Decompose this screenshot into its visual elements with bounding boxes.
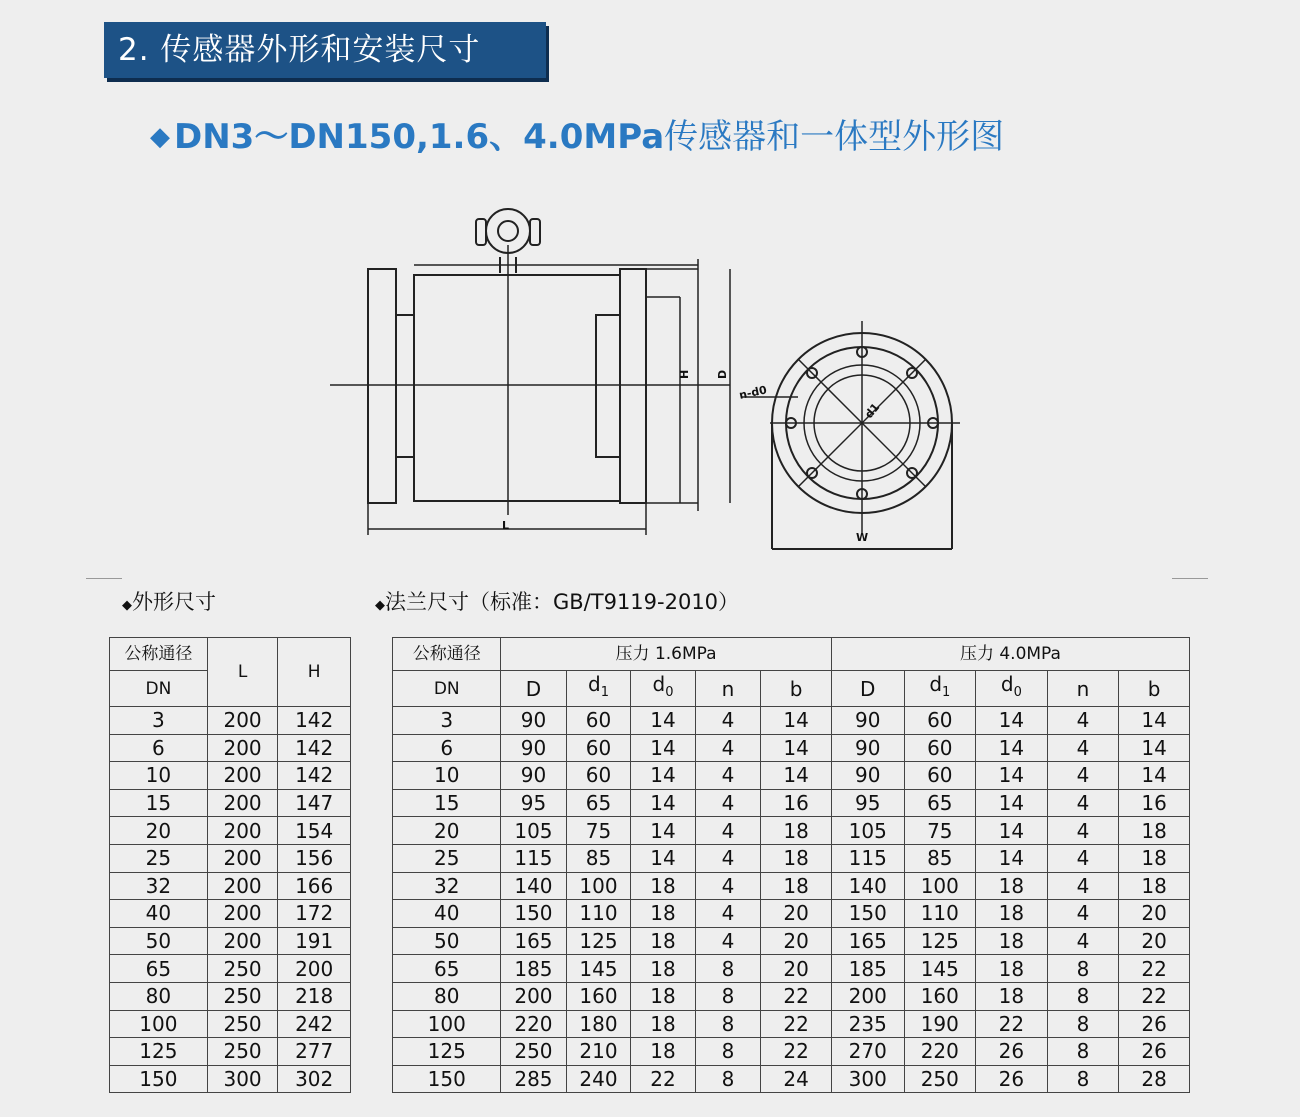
table-row xyxy=(110,817,1190,845)
table-cell: 156 xyxy=(278,844,351,872)
table-cell: 3 xyxy=(393,707,501,735)
end-view-labels xyxy=(738,383,882,544)
end-view xyxy=(742,321,960,549)
table-cell: 210 xyxy=(566,1038,631,1066)
table-cell: 4 xyxy=(695,762,761,790)
table-cell: 18 xyxy=(1119,872,1190,900)
table-cell: 20 xyxy=(1119,900,1190,928)
table-cell: 250 xyxy=(207,1038,278,1066)
table-cell: 240 xyxy=(566,1065,631,1093)
table-cell: 14 xyxy=(976,707,1048,735)
dimension-label-d1: d1 xyxy=(862,400,883,421)
dn-header-outline-unit: DN xyxy=(110,671,208,707)
table-cell: 14 xyxy=(631,817,696,845)
table-cell: 8 xyxy=(695,1038,761,1066)
table-cell: 154 xyxy=(278,817,351,845)
table-cell: 8 xyxy=(1047,1038,1119,1066)
sensor-outline-drawing xyxy=(300,185,1000,565)
table-cell: 185 xyxy=(831,955,904,983)
dimension-label-H: H xyxy=(678,369,691,379)
table-row xyxy=(110,900,1190,928)
table-cell: 4 xyxy=(1047,734,1119,762)
table-cell: 18 xyxy=(631,900,696,928)
table-cell: 15 xyxy=(393,789,501,817)
table-cell: 165 xyxy=(501,927,567,955)
table-cell: 4 xyxy=(695,817,761,845)
table-cell: 125 xyxy=(393,1038,501,1066)
table-cell: 26 xyxy=(976,1038,1048,1066)
table-cell: 165 xyxy=(831,927,904,955)
table-cell: 14 xyxy=(976,734,1048,762)
table-cell: 200 xyxy=(207,900,278,928)
table-cell: 8 xyxy=(695,955,761,983)
table-cell: 18 xyxy=(976,900,1048,928)
table-cell: 18 xyxy=(631,927,696,955)
table-cell: 90 xyxy=(501,707,567,735)
table-cell: 22 xyxy=(761,982,832,1010)
table-cell: 140 xyxy=(501,872,567,900)
dimension-table xyxy=(109,637,1190,1093)
col-n-40: n xyxy=(1047,671,1119,707)
diamond-bullet-icon: ◆ xyxy=(122,598,132,613)
table-cell: 250 xyxy=(207,955,278,983)
col-D-16: D xyxy=(501,671,567,707)
col-d0-16: $d_0$ xyxy=(631,671,696,707)
table-cell: 20 xyxy=(110,817,208,845)
table-cell: 14 xyxy=(631,707,696,735)
table-cell: 8 xyxy=(695,982,761,1010)
table-cell: 60 xyxy=(904,762,976,790)
table-cell: 250 xyxy=(904,1065,976,1093)
table-row xyxy=(110,844,1190,872)
col-b-16: b xyxy=(761,671,832,707)
table-cell: 200 xyxy=(501,982,567,1010)
col-n-16: n xyxy=(695,671,761,707)
table-cell: 40 xyxy=(110,900,208,928)
table-cell: 18 xyxy=(631,1038,696,1066)
table-cell: 140 xyxy=(831,872,904,900)
table-cell: 18 xyxy=(976,955,1048,983)
table-cell: 250 xyxy=(501,1038,567,1066)
table-cell: 32 xyxy=(393,872,501,900)
table-cell: 26 xyxy=(1119,1038,1190,1066)
table-cell: 16 xyxy=(1119,789,1190,817)
table-row xyxy=(110,789,1190,817)
table-cell: 14 xyxy=(976,789,1048,817)
table-cell: 4 xyxy=(1047,817,1119,845)
table-cell: 32 xyxy=(110,872,208,900)
table-cell: 160 xyxy=(566,982,631,1010)
table-cell: 4 xyxy=(695,789,761,817)
flange-dimensions-label: 法兰尺寸（标准：GB/T9119-2010） xyxy=(385,590,740,614)
table-cell: 200 xyxy=(207,789,278,817)
table-cell: 26 xyxy=(976,1065,1048,1093)
col-b-40: b xyxy=(1119,671,1190,707)
table-cell: 200 xyxy=(207,927,278,955)
table-cell: 22 xyxy=(1119,955,1190,983)
table-cell: 85 xyxy=(904,844,976,872)
table-cell: 65 xyxy=(393,955,501,983)
table-header-row-1 xyxy=(110,638,1190,671)
table-cell: 277 xyxy=(278,1038,351,1066)
table-cell: 220 xyxy=(501,1010,567,1038)
table-cell: 4 xyxy=(695,927,761,955)
table-cell: 10 xyxy=(110,762,208,790)
table-cell: 100 xyxy=(393,1010,501,1038)
table-cell: 147 xyxy=(278,789,351,817)
dn-header-flange: 公称通径 xyxy=(393,638,501,671)
table-cell: 18 xyxy=(631,982,696,1010)
table-cell: 4 xyxy=(1047,707,1119,735)
table-cell: 65 xyxy=(904,789,976,817)
col-d1-40: $d_1$ xyxy=(904,671,976,707)
table-row xyxy=(110,1010,1190,1038)
table-cell: 90 xyxy=(831,707,904,735)
table-cell: 60 xyxy=(566,734,631,762)
table-gap xyxy=(350,638,392,1093)
table-cell: 80 xyxy=(110,982,208,1010)
table-row xyxy=(110,955,1190,983)
table-cell: 25 xyxy=(110,844,208,872)
table-cell: 65 xyxy=(566,789,631,817)
table-cell: 90 xyxy=(501,734,567,762)
table-cell: 150 xyxy=(831,900,904,928)
table-cell: 105 xyxy=(831,817,904,845)
table-cell: 14 xyxy=(761,762,832,790)
table-cell: 8 xyxy=(1047,955,1119,983)
table-cell: 22 xyxy=(761,1038,832,1066)
table-cell: 18 xyxy=(631,872,696,900)
table-cell: 20 xyxy=(1119,927,1190,955)
table-row xyxy=(110,707,1190,735)
dn-header-outline: 公称通径 xyxy=(110,638,208,671)
table-cell: 220 xyxy=(904,1038,976,1066)
table-cell: 40 xyxy=(393,900,501,928)
table-cell: 142 xyxy=(278,734,351,762)
table-cell: 60 xyxy=(566,762,631,790)
table-cell: 3 xyxy=(110,707,208,735)
table-cell: 80 xyxy=(393,982,501,1010)
table-cell: 100 xyxy=(566,872,631,900)
table-cell: 8 xyxy=(1047,1010,1119,1038)
col-D-40: D xyxy=(831,671,904,707)
table-cell: 75 xyxy=(904,817,976,845)
table-cell: 14 xyxy=(631,844,696,872)
table-cell: 302 xyxy=(278,1065,351,1093)
table-cell: 14 xyxy=(976,762,1048,790)
table-cell: 85 xyxy=(566,844,631,872)
table-cell: 285 xyxy=(501,1065,567,1093)
table-cell: 125 xyxy=(904,927,976,955)
table-cell: 24 xyxy=(761,1065,832,1093)
table-cell: 8 xyxy=(1047,1065,1119,1093)
table-cell: 4 xyxy=(695,707,761,735)
table-cell: 235 xyxy=(831,1010,904,1038)
table-cell: 18 xyxy=(631,1010,696,1038)
table-cell: 4 xyxy=(695,844,761,872)
table-cell: 10 xyxy=(393,762,501,790)
table-cell: 6 xyxy=(110,734,208,762)
dimension-label-n-d0: n-d0 xyxy=(737,383,768,402)
col-d1-16: $d_1$ xyxy=(566,671,631,707)
table-row xyxy=(110,872,1190,900)
table-cell: 95 xyxy=(501,789,567,817)
table-cell: 200 xyxy=(207,707,278,735)
table-cell: 250 xyxy=(207,982,278,1010)
table-cell: 20 xyxy=(393,817,501,845)
table-cell: 125 xyxy=(566,927,631,955)
table-cell: 142 xyxy=(278,707,351,735)
divider-left xyxy=(86,578,122,579)
table-row xyxy=(110,927,1190,955)
table-row xyxy=(110,734,1190,762)
table-cell: 4 xyxy=(1047,844,1119,872)
table-cell: 4 xyxy=(695,900,761,928)
table-cell: 14 xyxy=(631,762,696,790)
table-row xyxy=(110,762,1190,790)
table-cell: 18 xyxy=(976,872,1048,900)
dimension-label-W: W xyxy=(856,531,869,544)
table-cell: 18 xyxy=(761,844,832,872)
table-cell: 22 xyxy=(631,1065,696,1093)
table-cell: 250 xyxy=(207,1010,278,1038)
pressure-40-header: 压力 4.0MPa xyxy=(831,638,1189,671)
table-cell: 75 xyxy=(566,817,631,845)
table-row xyxy=(110,1065,1190,1093)
table-cell: 4 xyxy=(1047,927,1119,955)
table-cell: 18 xyxy=(631,955,696,983)
table-cell: 300 xyxy=(831,1065,904,1093)
table-cell: 95 xyxy=(831,789,904,817)
diamond-bullet-icon: ◆ xyxy=(375,598,385,613)
divider-right xyxy=(1172,578,1208,579)
col-d0-40: $d_0$ xyxy=(976,671,1048,707)
pressure-16-header: 压力 1.6MPa xyxy=(501,638,832,671)
table-cell: 16 xyxy=(761,789,832,817)
table-cell: 25 xyxy=(393,844,501,872)
table-cell: 22 xyxy=(761,1010,832,1038)
table-cell: 150 xyxy=(501,900,567,928)
table-cell: 185 xyxy=(501,955,567,983)
table-cell: 26 xyxy=(1119,1010,1190,1038)
table-cell: 200 xyxy=(207,844,278,872)
table-cell: 200 xyxy=(278,955,351,983)
table-cell: 50 xyxy=(110,927,208,955)
table-cell: 4 xyxy=(1047,789,1119,817)
H-header: H xyxy=(278,638,351,707)
table-cell: 18 xyxy=(761,817,832,845)
table-cell: 14 xyxy=(976,844,1048,872)
table-cell: 4 xyxy=(1047,900,1119,928)
table-cell: 110 xyxy=(566,900,631,928)
table-cell: 172 xyxy=(278,900,351,928)
table-cell: 18 xyxy=(761,872,832,900)
table-cell: 65 xyxy=(110,955,208,983)
table-cell: 90 xyxy=(501,762,567,790)
subtitle-text: 传感器和一体型外形图 xyxy=(664,117,1005,157)
outline-dimensions-heading xyxy=(122,586,216,616)
table-cell: 20 xyxy=(761,900,832,928)
table-cell: 6 xyxy=(393,734,501,762)
table-cell: 115 xyxy=(501,844,567,872)
table-cell: 14 xyxy=(1119,734,1190,762)
table-cell: 150 xyxy=(393,1065,501,1093)
table-cell: 4 xyxy=(695,872,761,900)
table-row xyxy=(110,982,1190,1010)
table-cell: 18 xyxy=(1119,817,1190,845)
table-cell: 125 xyxy=(110,1038,208,1066)
table-cell: 200 xyxy=(207,762,278,790)
diamond-bullet-icon: ◆ xyxy=(150,122,170,152)
dimension-label-L: L xyxy=(502,519,510,532)
table-cell: 14 xyxy=(976,817,1048,845)
table-cell: 242 xyxy=(278,1010,351,1038)
drawing-subtitle xyxy=(150,112,1004,162)
dn-header-flange-unit: DN xyxy=(393,671,501,707)
subtitle-spec: DN3～DN150,1.6、4.0MPa xyxy=(174,117,665,157)
dimension-label-D: D xyxy=(716,369,729,379)
table-cell: 180 xyxy=(566,1010,631,1038)
table-cell: 270 xyxy=(831,1038,904,1066)
table-cell: 110 xyxy=(904,900,976,928)
table-cell: 100 xyxy=(110,1010,208,1038)
table-cell: 218 xyxy=(278,982,351,1010)
table-cell: 8 xyxy=(695,1065,761,1093)
table-cell: 18 xyxy=(1119,844,1190,872)
side-view xyxy=(330,209,730,535)
table-cell: 28 xyxy=(1119,1065,1190,1093)
table-cell: 14 xyxy=(761,734,832,762)
table-cell: 142 xyxy=(278,762,351,790)
table-cell: 18 xyxy=(976,927,1048,955)
table-cell: 145 xyxy=(566,955,631,983)
table-cell: 100 xyxy=(904,872,976,900)
table-cell: 18 xyxy=(976,982,1048,1010)
table-cell: 160 xyxy=(904,982,976,1010)
table-cell: 22 xyxy=(1119,982,1190,1010)
table-cell: 150 xyxy=(110,1065,208,1093)
table-cell: 20 xyxy=(761,955,832,983)
L-header: L xyxy=(207,638,278,707)
section-title: 2. 传感器外形和安装尺寸 xyxy=(118,32,481,68)
table-cell: 60 xyxy=(566,707,631,735)
table-cell: 50 xyxy=(393,927,501,955)
table-cell: 4 xyxy=(1047,762,1119,790)
table-cell: 8 xyxy=(1047,982,1119,1010)
table-cell: 14 xyxy=(761,707,832,735)
table-cell: 14 xyxy=(631,734,696,762)
table-cell: 4 xyxy=(1047,872,1119,900)
section-title-banner xyxy=(104,22,546,78)
table-cell: 200 xyxy=(207,734,278,762)
table-cell: 115 xyxy=(831,844,904,872)
table-cell: 166 xyxy=(278,872,351,900)
table-cell: 200 xyxy=(207,872,278,900)
table-cell: 145 xyxy=(904,955,976,983)
flange-dimensions-heading xyxy=(375,586,739,616)
table-cell: 90 xyxy=(831,762,904,790)
table-cell: 14 xyxy=(1119,762,1190,790)
table-cell: 60 xyxy=(904,734,976,762)
table-cell: 105 xyxy=(501,817,567,845)
table-cell: 191 xyxy=(278,927,351,955)
table-cell: 14 xyxy=(1119,707,1190,735)
table-cell: 15 xyxy=(110,789,208,817)
outline-dimensions-label: 外形尺寸 xyxy=(132,590,216,614)
table-cell: 20 xyxy=(761,927,832,955)
side-view-labels xyxy=(502,370,729,532)
table-cell: 8 xyxy=(695,1010,761,1038)
table-cell: 200 xyxy=(207,817,278,845)
table-cell: 190 xyxy=(904,1010,976,1038)
table-cell: 4 xyxy=(695,734,761,762)
table-cell: 90 xyxy=(831,734,904,762)
table-cell: 200 xyxy=(831,982,904,1010)
table-cell: 60 xyxy=(904,707,976,735)
table-row xyxy=(110,1038,1190,1066)
table-cell: 14 xyxy=(631,789,696,817)
table-cell: 22 xyxy=(976,1010,1048,1038)
table-cell: 300 xyxy=(207,1065,278,1093)
